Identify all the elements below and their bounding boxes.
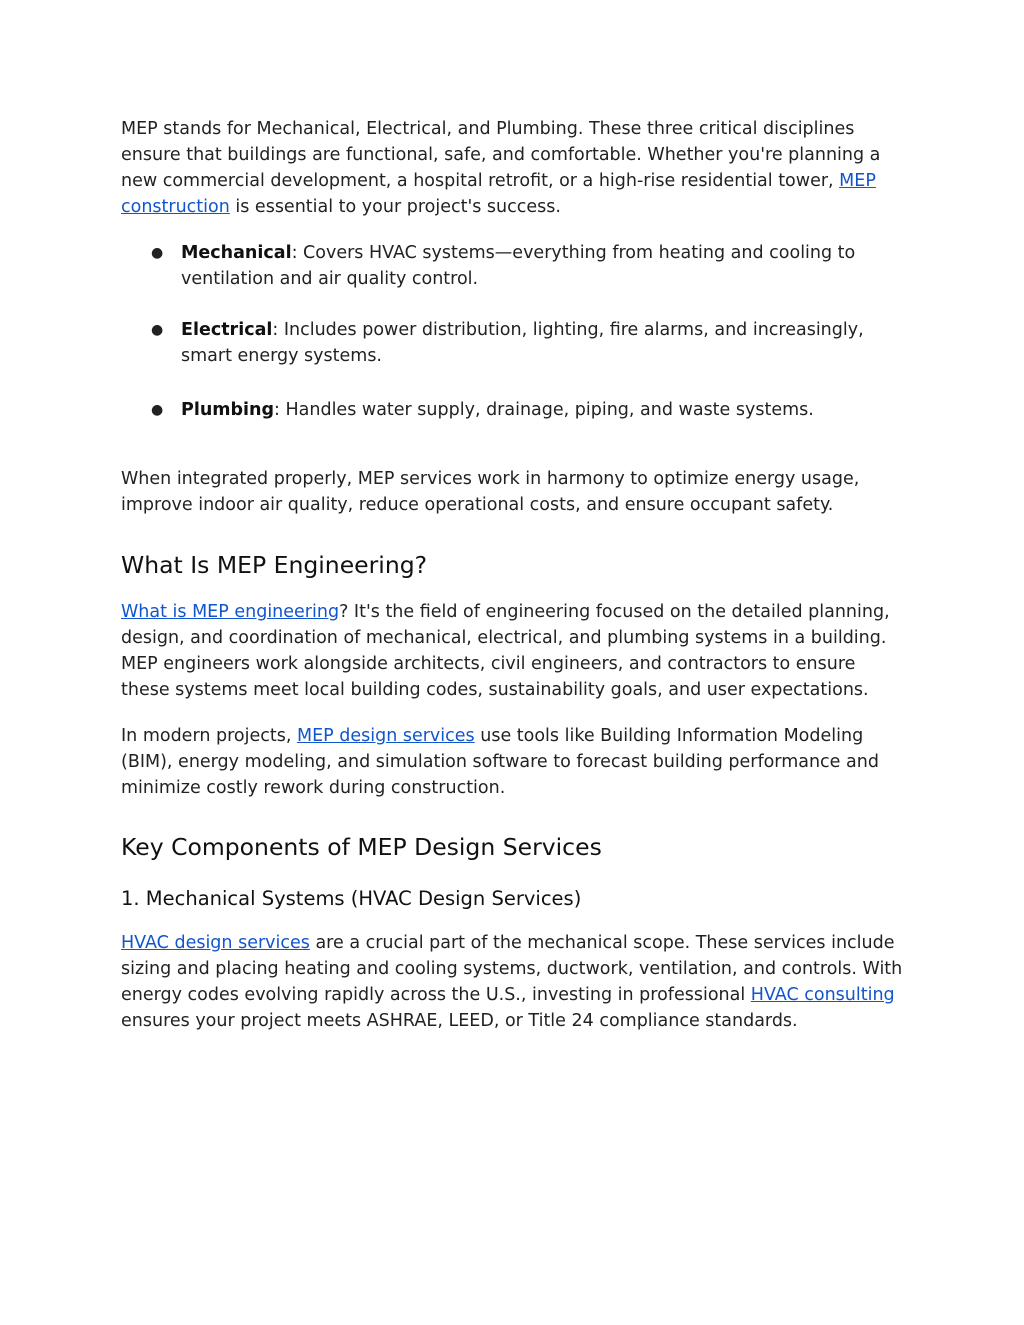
disciplines-list — [121, 240, 903, 423]
modern-projects-paragraph — [121, 723, 903, 801]
mep-construction-link[interactable]: MEP construction — [121, 171, 876, 217]
mep-design-services-link[interactable]: MEP design services — [296, 726, 475, 746]
desc-plumbing: : Handles water supply, drainage, piping, and waste systems. — [274, 400, 814, 420]
intro-text: MEP stands for Mechanical, Electrical, and Plumbing. These three critical disciplines ensure that buildings are functional, safe, and comfortable. Whether you're planning a new commercial development, a hospital retrofit, or a high-rise residential tower, — [121, 119, 881, 191]
what-is-text: ? It's the field of engineering focused on the detailed planning, design, and coordination of mechanical, electrical, and plumbing systems in a building. MEP engineers work alongside architects, civil engineers, and contractors to ensure these systems meet local building codes, sustainability goals, and user expectations. — [121, 602, 890, 700]
hvac-consulting-link[interactable]: HVAC consulting — [750, 985, 895, 1005]
subheading-mechanical-systems: 1. Mechanical Systems (HVAC Design Services) — [121, 887, 582, 910]
term-mechanical: Mechanical — [181, 243, 292, 263]
list-item-mechanical — [121, 240, 903, 292]
bullet-icon: ● — [151, 245, 164, 261]
desc-mechanical: : Covers HVAC systems—everything from heating and cooling to ventilation and air quality control. — [181, 243, 856, 289]
bullet-icon: ● — [151, 402, 164, 418]
hvac-text-end: ensures your project meets ASHRAE, LEED, or Title 24 compliance standards. — [121, 1011, 798, 1031]
document-page — [121, 116, 903, 1034]
hvac-paragraph — [121, 930, 903, 1034]
hvac-design-services-link[interactable]: HVAC design services — [121, 933, 310, 953]
list-item-electrical — [121, 317, 903, 369]
what-is-paragraph — [121, 599, 903, 703]
list-item-plumbing — [121, 397, 903, 423]
what-is-mep-engineering-link[interactable]: What is MEP engineering — [121, 602, 340, 622]
term-electrical: Electrical — [181, 320, 273, 340]
term-plumbing: Plumbing — [181, 400, 275, 420]
modern-text: In modern projects, — [121, 726, 297, 746]
intro-text-end: is essential to your project's success. — [229, 197, 561, 217]
heading-key-components: Key Components of MEP Design Services — [121, 833, 602, 861]
hvac-text: are a crucial part of the mechanical scope. These services include sizing and placing heating and cooling systems, ductwork, ventilation, and controls. With energy codes evolving rapidly across the U.S., investing in professional — [121, 933, 903, 1005]
heading-what-is-mep: What Is MEP Engineering? — [121, 551, 428, 579]
integrated-paragraph: When integrated properly, MEP services work in harmony to optimize energy usage, improve indoor air quality, reduce operational costs, and ensure occupant safety. — [121, 469, 860, 515]
desc-electrical: : Includes power distribution, lighting, fire alarms, and increasingly, smart energy systems. — [181, 320, 864, 366]
bullet-icon: ● — [151, 322, 164, 338]
modern-text-end: use tools like Building Information Modeling (BIM), energy modeling, and simulation software to forecast building performance and minimize costly rework during construction. — [121, 726, 879, 798]
intro-paragraph — [121, 116, 903, 220]
